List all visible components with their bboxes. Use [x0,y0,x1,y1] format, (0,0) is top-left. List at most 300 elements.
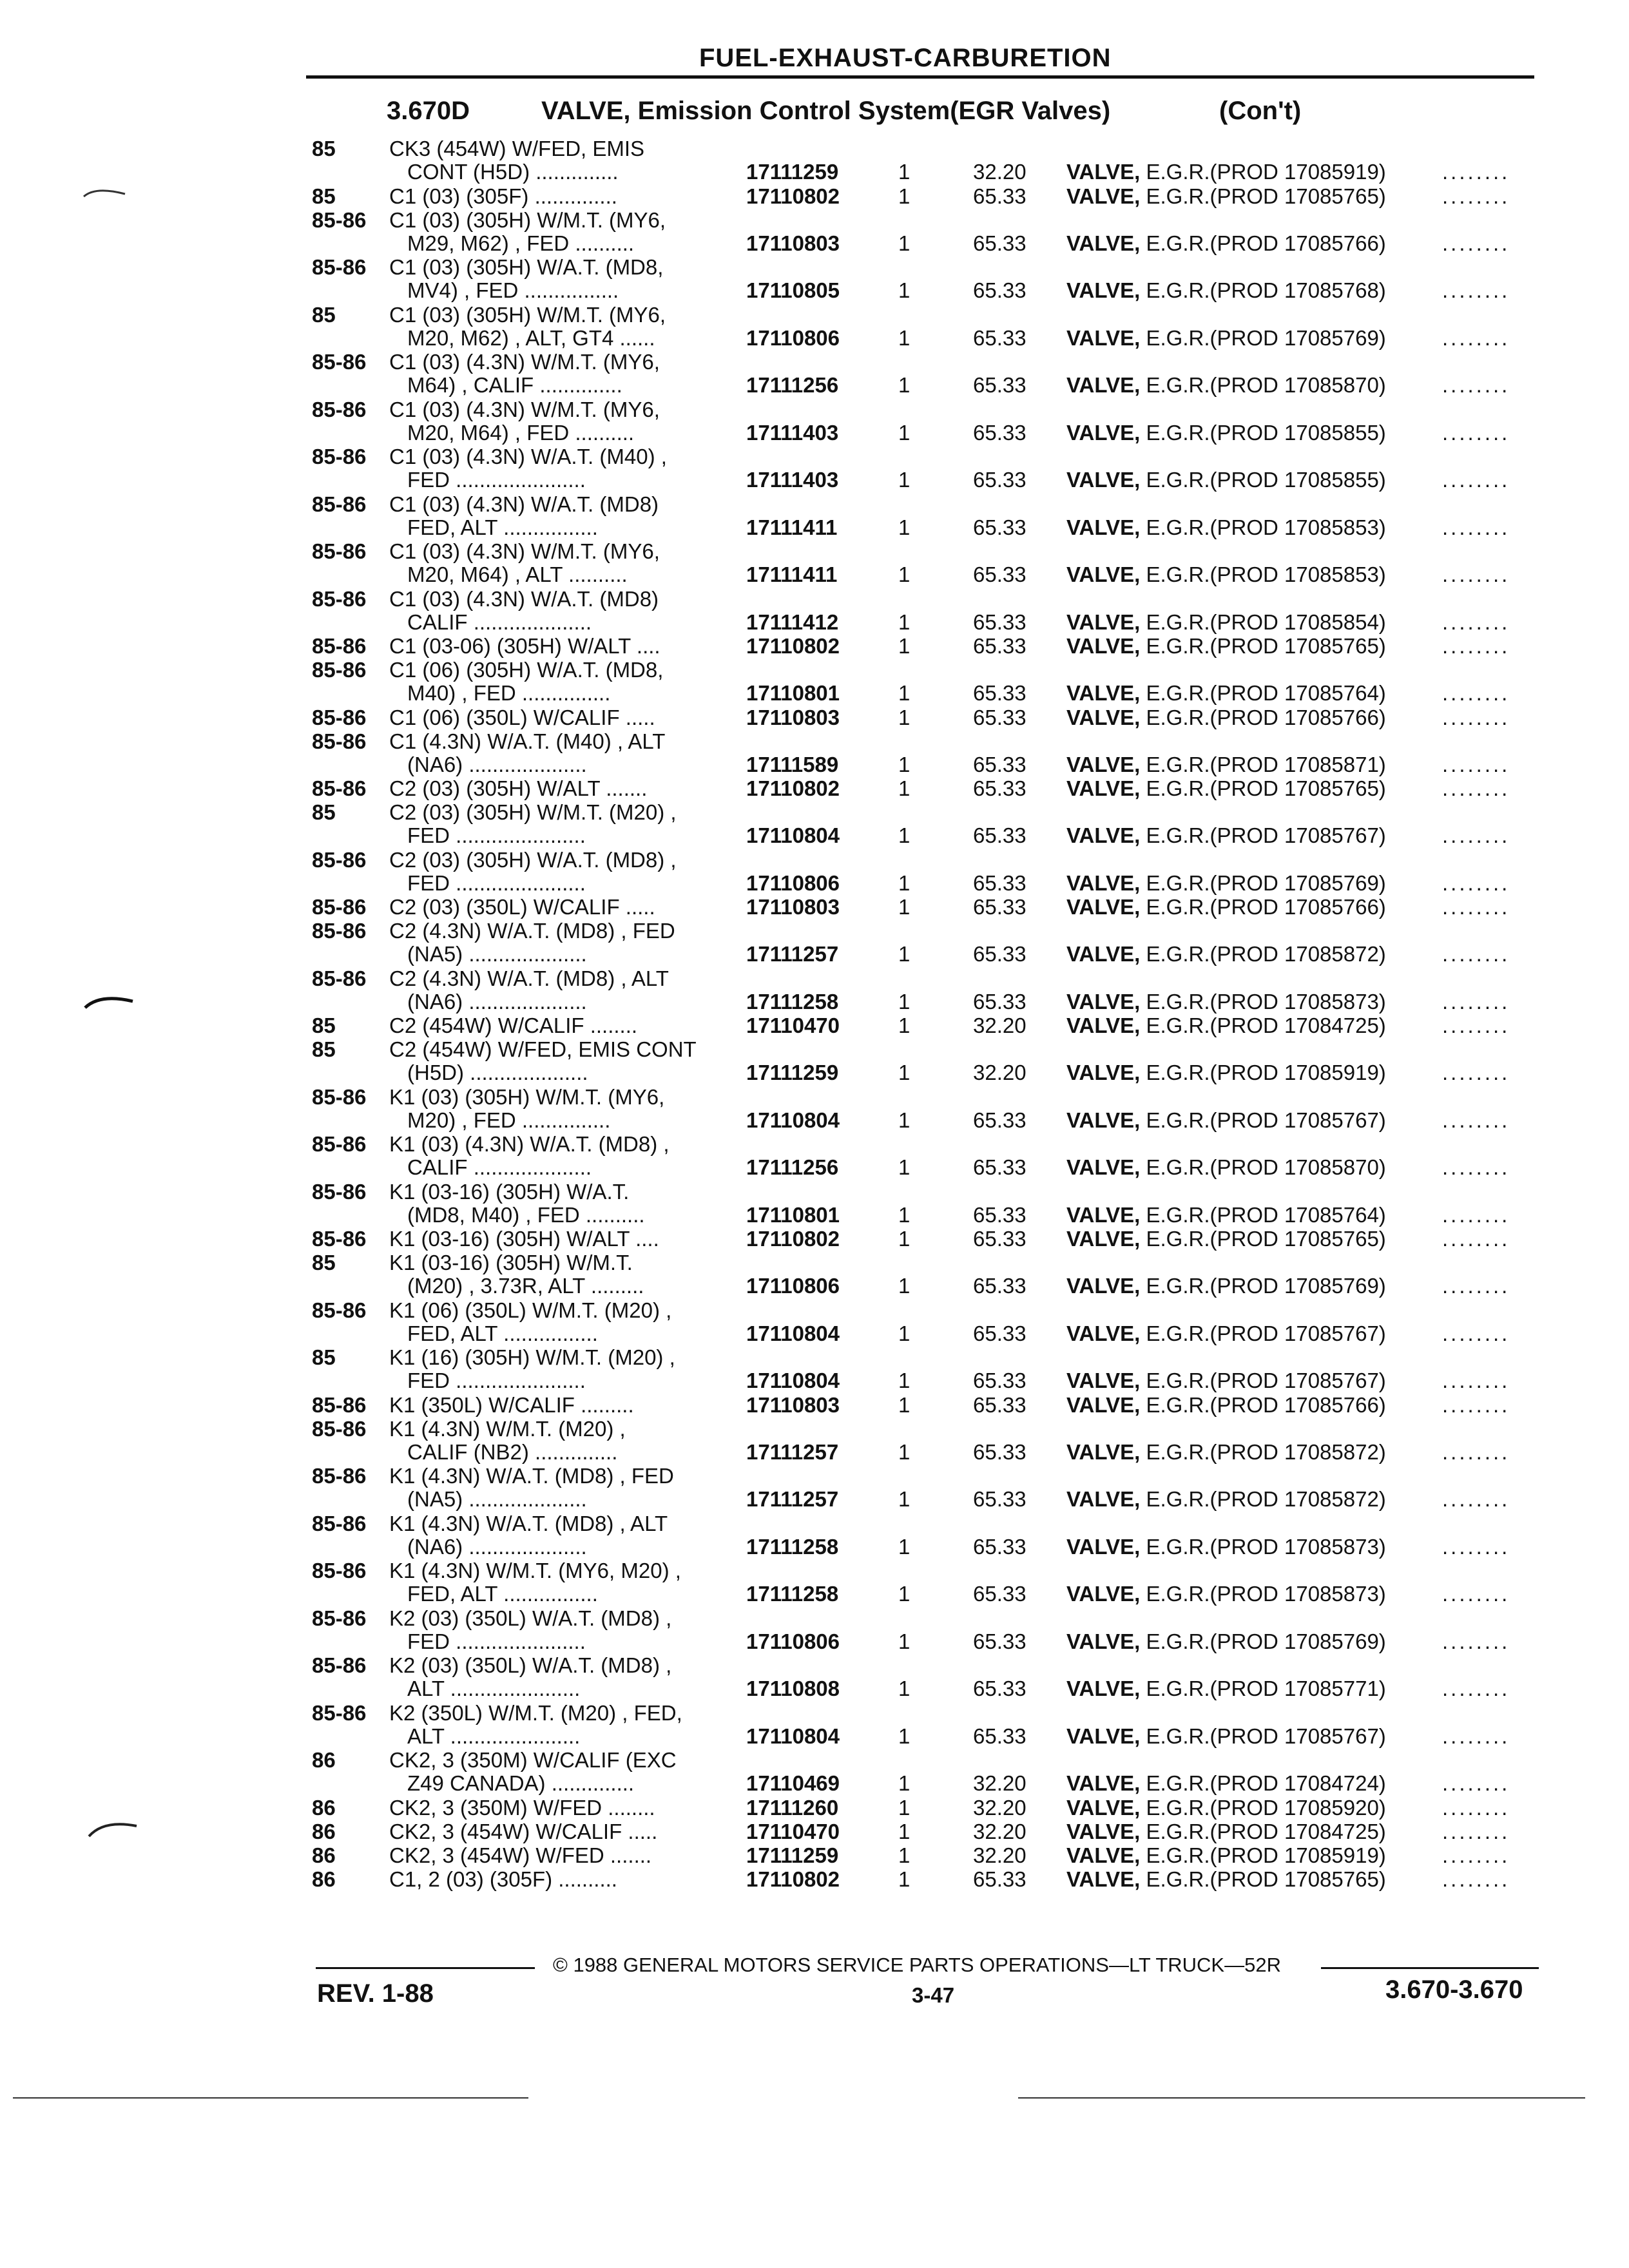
parts-row [0,492,1629,540]
application-line-2: (H5D) .................... [407,1061,588,1084]
part-description: VALVE, E.G.R.(PROD 17085919) [1066,160,1386,184]
application-line-2: ALT ...................... [407,1724,581,1748]
footer-rule-right [1321,1967,1539,1969]
application-line-1: C1 (03) (4.3N) W/A.T. (MD8) [389,492,659,516]
application-line-1: C1 (03) (305H) W/M.T. (MY6, [389,302,666,327]
part-description: VALVE, E.G.R.(PROD 17085765) [1066,184,1386,208]
part-number: 17111259 [746,1843,839,1867]
leader-dots: ........ [1442,1629,1510,1653]
leader-dots: ........ [1442,895,1510,919]
parts-row [0,1298,1629,1346]
leader-dots: ........ [1442,942,1510,966]
part-number: 17110470 [746,1014,840,1037]
application-line-2: FED, ALT ................ [407,1321,598,1345]
price: 65.33 [973,942,1027,966]
leader-dots: ........ [1442,752,1510,776]
quantity: 1 [898,1108,911,1132]
application-line-2: CALIF .................... [407,1155,592,1179]
part-description: VALVE, E.G.R.(PROD 17085765) [1066,1227,1386,1251]
application-line-2: CONT (H5D) .............. [407,160,619,184]
application-line-1: CK2, 3 (350M) W/CALIF (EXC [389,1748,677,1772]
leader-dots: ........ [1442,1108,1510,1132]
application-line-2: (NA6) .................... [407,752,587,776]
leader-dots: ........ [1442,1369,1510,1392]
part-number: 17110802 [746,776,840,800]
quantity: 1 [898,1795,911,1820]
price: 65.33 [973,1202,1027,1227]
parts-row [0,776,1629,800]
price: 65.33 [973,1629,1027,1653]
part-description: VALVE, E.G.R.(PROD 17085767) [1066,1108,1386,1132]
part-description: VALVE, E.G.R.(PROD 17085767) [1066,1321,1386,1345]
leader-dots: ........ [1442,1795,1510,1820]
parts-row [0,1345,1629,1393]
application-line-2: ALT ...................... [407,1677,581,1700]
part-number: 17110805 [746,278,840,302]
price: 32.20 [973,1061,1027,1084]
price: 65.33 [973,1392,1027,1417]
part-number: 17110806 [746,325,840,350]
price: 65.33 [973,184,1027,208]
year-range: 85-86 [312,1464,367,1488]
parts-row [0,729,1629,777]
application-line-2: (NA6) .................... [407,989,587,1014]
application-line-1: K1 (350L) W/CALIF ......... [389,1392,634,1417]
application-line-1: CK2, 3 (454W) W/CALIF ..... [389,1819,658,1843]
year-range: 85-86 [312,397,367,421]
leader-dots: ........ [1442,515,1510,539]
application-line-1: C1 (03) (4.3N) W/A.T. (M40) , [389,445,667,468]
year-range: 85-86 [312,539,367,563]
part-number: 17111257 [746,1439,839,1464]
part-number: 17110801 [746,1202,840,1227]
part-description: VALVE, E.G.R.(PROD 17085766) [1066,705,1386,729]
part-number: 17110469 [746,1771,840,1795]
price: 65.33 [973,373,1027,397]
application-line-1: C2 (4.3N) W/A.T. (MD8) , FED [389,919,675,943]
leader-dots: ........ [1442,610,1510,634]
year-range: 85-86 [312,445,367,468]
leader-dots: ........ [1442,1155,1510,1179]
price: 65.33 [973,231,1027,255]
application-line-1: K2 (03) (350L) W/A.T. (MD8) , [389,1606,672,1630]
application-line-2: M29, M62) , FED .......... [407,231,635,255]
application-line-1: C1 (03) (305H) W/A.T. (MD8, [389,255,664,279]
part-description: VALVE, E.G.R.(PROD 17085764) [1066,681,1386,705]
application-line-2: M20, M64) , FED .......... [407,420,635,445]
quantity: 1 [898,1771,911,1795]
application-line-1: K1 (03) (305H) W/M.T. (MY6, [389,1084,665,1109]
part-description: VALVE, E.G.R.(PROD 17085853) [1066,562,1386,586]
part-number: 17110804 [746,1369,840,1392]
leader-dots: ........ [1442,1227,1510,1251]
part-description: VALVE, E.G.R.(PROD 17085767) [1066,1724,1386,1748]
year-range: 85-86 [312,1392,367,1417]
price: 65.33 [973,515,1027,539]
part-description: VALVE, E.G.R.(PROD 17085919) [1066,1061,1386,1084]
leader-dots: ........ [1442,278,1510,302]
leader-dots: ........ [1442,231,1510,255]
parts-row [0,1464,1629,1512]
application-line-1: CK2, 3 (350M) W/FED ........ [389,1795,655,1820]
parts-row [0,1227,1629,1251]
leader-dots: ........ [1442,1487,1510,1511]
part-description: VALVE, E.G.R.(PROD 17085766) [1066,1392,1386,1417]
price: 65.33 [973,634,1027,658]
application-line-1: CK2, 3 (454W) W/FED ....... [389,1843,652,1867]
price: 65.33 [973,1369,1027,1392]
application-line-1: C2 (03) (350L) W/CALIF ..... [389,895,655,919]
quantity: 1 [898,184,911,208]
year-range: 85-86 [312,1559,367,1582]
application-line-1: C1 (03) (4.3N) W/M.T. (MY6, [389,397,660,421]
quantity: 1 [898,420,911,445]
application-line-2: (M20) , 3.73R, ALT ......... [407,1274,644,1298]
quantity: 1 [898,160,911,184]
parts-row [0,445,1629,492]
price: 65.33 [973,562,1027,586]
year-range: 85-86 [312,1653,367,1677]
parts-row [0,848,1629,896]
leader-dots: ........ [1442,420,1510,445]
price: 65.33 [973,681,1027,705]
footer-rule-left [316,1967,535,1969]
part-description: VALVE, E.G.R.(PROD 17085855) [1066,468,1386,492]
application-line-2: M20) , FED ............... [407,1108,611,1132]
year-range: 85-86 [312,1700,367,1725]
quantity: 1 [898,1867,911,1891]
part-description: VALVE, E.G.R.(PROD 17085765) [1066,634,1386,658]
year-range: 85 [312,302,336,327]
part-number: 17110802 [746,634,840,658]
part-description: VALVE, E.G.R.(PROD 17085769) [1066,1629,1386,1653]
part-description: VALVE, E.G.R.(PROD 17085872) [1066,1487,1386,1511]
scan-mark [88,1817,139,1839]
quantity: 1 [898,373,911,397]
application-line-1: K1 (4.3N) W/M.T. (MY6, M20) , [389,1559,681,1582]
price: 65.33 [973,776,1027,800]
quantity: 1 [898,1321,911,1345]
leader-dots: ........ [1442,1534,1510,1559]
part-description: VALVE, E.G.R.(PROD 17085769) [1066,325,1386,350]
page-reference: 3.670-3.670 [1385,1975,1523,2004]
part-description: VALVE, E.G.R.(PROD 17085768) [1066,278,1386,302]
part-number: 17111258 [746,989,839,1014]
application-line-1: C1 (03) (4.3N) W/M.T. (MY6, [389,539,660,563]
quantity: 1 [898,823,911,847]
quantity: 1 [898,1534,911,1559]
quantity: 1 [898,1014,911,1037]
leader-dots: ........ [1442,1771,1510,1795]
part-description: VALVE, E.G.R.(PROD 17085771) [1066,1677,1386,1700]
quantity: 1 [898,681,911,705]
part-number: 17110806 [746,870,840,895]
quantity: 1 [898,515,911,539]
part-number: 17110803 [746,231,840,255]
part-description: VALVE, E.G.R.(PROD 17085766) [1066,231,1386,255]
year-range: 85-86 [312,658,367,682]
quantity: 1 [898,1227,911,1251]
parts-row [0,966,1629,1014]
part-group-title: VALVE, Emission Control System(EGR Valves) [541,97,1111,125]
revision-label: REV. 1-88 [317,1979,434,2008]
price: 65.33 [973,610,1027,634]
year-range: 85-86 [312,705,367,729]
application-line-2: M20, M64) , ALT .......... [407,562,628,586]
application-line-2: CALIF (NB2) .............. [407,1439,618,1464]
application-line-2: M20, M62) , ALT, GT4 ...... [407,325,655,350]
price: 65.33 [973,1321,1027,1345]
year-range: 86 [312,1819,336,1843]
part-number: 17111257 [746,1487,839,1511]
part-number: 17110802 [746,1227,840,1251]
price: 65.33 [973,705,1027,729]
year-range: 85 [312,800,336,824]
application-line-2: (NA5) .................... [407,942,587,966]
quantity: 1 [898,1724,911,1748]
parts-row [0,184,1629,208]
parts-row [0,706,1629,729]
quantity: 1 [898,1439,911,1464]
price: 65.33 [973,1487,1027,1511]
quantity: 1 [898,1843,911,1867]
part-description: VALVE, E.G.R.(PROD 17085769) [1066,1274,1386,1298]
part-number: 17110803 [746,705,840,729]
parts-row [0,1606,1629,1654]
part-number: 17110804 [746,1724,840,1748]
leader-dots: ........ [1442,184,1510,208]
year-range: 85-86 [312,919,367,943]
quantity: 1 [898,325,911,350]
part-number: 17111256 [746,373,839,397]
price: 65.33 [973,1108,1027,1132]
application-line-1: K1 (16) (305H) W/M.T. (M20) , [389,1345,675,1369]
leader-dots: ........ [1442,373,1510,397]
part-description: VALVE, E.G.R.(PROD 17084724) [1066,1771,1386,1795]
application-line-1: K1 (4.3N) W/M.T. (M20) , [389,1416,626,1441]
part-description: VALVE, E.G.R.(PROD 17085872) [1066,942,1386,966]
part-description: VALVE, E.G.R.(PROD 17085870) [1066,1155,1386,1179]
parts-row [0,1653,1629,1701]
part-description: VALVE, E.G.R.(PROD 17085765) [1066,1867,1386,1891]
scan-mark [82,184,128,200]
part-number: 17110470 [746,1819,840,1843]
part-description: VALVE, E.G.R.(PROD 17085765) [1066,776,1386,800]
year-range: 86 [312,1843,336,1867]
application-line-2: FED, ALT ................ [407,515,598,539]
quantity: 1 [898,1202,911,1227]
application-line-1: C2 (454W) W/FED, EMIS CONT [389,1037,697,1061]
application-line-2: M64) , CALIF .............. [407,373,622,397]
year-range: 85-86 [312,207,367,232]
part-number: 17111589 [746,752,839,776]
application-line-1: C1 (03) (305H) W/M.T. (MY6, [389,207,666,232]
leader-dots: ........ [1442,1392,1510,1417]
year-range: 85-86 [312,1511,367,1535]
parts-row [0,658,1629,706]
quantity: 1 [898,1487,911,1511]
parts-row [0,1180,1629,1227]
part-number: 17111403 [746,420,839,445]
price: 32.20 [973,1843,1027,1867]
quantity: 1 [898,562,911,586]
part-description: VALVE, E.G.R.(PROD 17085769) [1066,870,1386,895]
year-range: 85-86 [312,1132,367,1156]
part-number: 17111412 [746,610,839,634]
parts-row [0,208,1629,256]
year-range: 85-86 [312,1416,367,1441]
application-line-1: C1 (03) (4.3N) W/A.T. (MD8) [389,586,659,611]
quantity: 1 [898,895,911,919]
year-range: 85-86 [312,1606,367,1630]
parts-row [0,398,1629,445]
part-group-code: 3.670D [387,97,470,125]
quantity: 1 [898,989,911,1014]
scan-mark [84,992,135,1012]
application-line-1: C2 (03) (305H) W/A.T. (MD8) , [389,847,677,872]
part-number: 17110806 [746,1274,840,1298]
quantity: 1 [898,610,911,634]
application-line-2: CALIF .................... [407,610,592,634]
year-range: 85-86 [312,255,367,279]
leader-dots: ........ [1442,870,1510,895]
parts-row [0,303,1629,351]
part-number: 17110803 [746,1392,840,1417]
year-range: 85-86 [312,1179,367,1204]
leader-dots: ........ [1442,562,1510,586]
price: 32.20 [973,160,1027,184]
part-number: 17110802 [746,1867,840,1891]
year-range: 85-86 [312,586,367,611]
application-line-1: C2 (454W) W/CALIF ........ [389,1014,638,1037]
parts-row [0,895,1629,919]
application-line-1: C1 (06) (350L) W/CALIF ..... [389,705,655,729]
parts-row [0,1417,1629,1465]
year-range: 85 [312,1014,336,1037]
leader-dots: ........ [1442,1439,1510,1464]
application-line-1: K1 (03-16) (305H) W/ALT .... [389,1227,659,1251]
part-number: 17111259 [746,160,839,184]
price: 65.33 [973,1724,1027,1748]
price: 65.33 [973,1677,1027,1700]
quantity: 1 [898,942,911,966]
parts-row [0,350,1629,398]
price: 65.33 [973,870,1027,895]
parts-row [0,1037,1629,1085]
part-number: 17110803 [746,895,840,919]
application-line-2: FED ...................... [407,870,586,895]
year-range: 86 [312,1867,336,1891]
application-line-1: C2 (03) (305H) W/M.T. (M20) , [389,800,677,824]
year-range: 85-86 [312,729,367,753]
quantity: 1 [898,705,911,729]
price: 32.20 [973,1795,1027,1820]
application-line-2: (NA5) .................... [407,1487,587,1511]
application-line-1: K1 (03-16) (305H) W/M.T. [389,1251,633,1274]
parts-row [0,634,1629,658]
parts-list [0,137,1629,1891]
application-line-2: FED ...................... [407,823,586,847]
application-line-1: K1 (03-16) (305H) W/A.T. [389,1179,630,1204]
price: 65.33 [973,823,1027,847]
part-description: VALVE, E.G.R.(PROD 17084725) [1066,1014,1386,1037]
application-line-1: C1 (03) (305F) .............. [389,184,617,208]
application-line-2: FED, ALT ................ [407,1582,598,1606]
part-description: VALVE, E.G.R.(PROD 17085872) [1066,1439,1386,1464]
application-line-1: K1 (4.3N) W/A.T. (MD8) , ALT [389,1511,668,1535]
leader-dots: ........ [1442,1061,1510,1084]
part-description: VALVE, E.G.R.(PROD 17085870) [1066,373,1386,397]
parts-row [0,137,1629,184]
price: 65.33 [973,1582,1027,1606]
application-line-1: CK3 (454W) W/FED, EMIS [389,137,645,160]
price: 65.33 [973,752,1027,776]
application-line-1: K1 (4.3N) W/A.T. (MD8) , FED [389,1464,674,1488]
part-number: 17111258 [746,1534,839,1559]
year-range: 85-86 [312,1227,367,1251]
copyright-line: © 1988 GENERAL MOTORS SERVICE PARTS OPERATIONS—LT TRUCK—52R [553,1954,1281,1976]
part-number: 17110802 [746,184,840,208]
part-description: VALVE, E.G.R.(PROD 17085767) [1066,1369,1386,1392]
part-description: VALVE, E.G.R.(PROD 17085764) [1066,1202,1386,1227]
year-range: 85-86 [312,492,367,516]
part-description: VALVE, E.G.R.(PROD 17085873) [1066,1534,1386,1559]
application-line-2: (MD8, M40) , FED .......... [407,1202,645,1227]
parts-row [0,1867,1629,1891]
quantity: 1 [898,231,911,255]
leader-dots: ........ [1442,1202,1510,1227]
part-description: VALVE, E.G.R.(PROD 17085853) [1066,515,1386,539]
part-description: VALVE, E.G.R.(PROD 17085919) [1066,1843,1386,1867]
year-range: 85-86 [312,847,367,872]
year-range: 85-86 [312,350,367,374]
application-line-1: K2 (350L) W/M.T. (M20) , FED, [389,1700,682,1725]
application-line-1: C1, 2 (03) (305F) .......... [389,1867,617,1891]
part-number: 17110808 [746,1677,840,1700]
year-range: 85-86 [312,1084,367,1109]
parts-row [0,919,1629,966]
part-number: 17110804 [746,1321,840,1345]
part-description: VALVE, E.G.R.(PROD 17084725) [1066,1819,1386,1843]
parts-row [0,1085,1629,1133]
part-number: 17110804 [746,823,840,847]
price: 32.20 [973,1014,1027,1037]
application-line-1: C1 (03) (4.3N) W/M.T. (MY6, [389,350,660,374]
year-range: 85 [312,1345,336,1369]
leader-dots: ........ [1442,1724,1510,1748]
price: 65.33 [973,1439,1027,1464]
parts-row [0,1748,1629,1796]
quantity: 1 [898,776,911,800]
parts-row [0,1843,1629,1867]
leader-dots: ........ [1442,1274,1510,1298]
year-range: 85 [312,184,336,208]
price: 32.20 [973,1819,1027,1843]
leader-dots: ........ [1442,1582,1510,1606]
parts-row [0,1132,1629,1180]
quantity: 1 [898,1274,911,1298]
parts-row [0,255,1629,303]
year-range: 86 [312,1795,336,1820]
part-description: VALVE, E.G.R.(PROD 17085855) [1066,420,1386,445]
application-line-2: M40) , FED ............... [407,681,611,705]
year-range: 85 [312,1251,336,1274]
price: 32.20 [973,1771,1027,1795]
quantity: 1 [898,1819,911,1843]
quantity: 1 [898,870,911,895]
part-description: VALVE, E.G.R.(PROD 17085767) [1066,823,1386,847]
application-line-1: K1 (03) (4.3N) W/A.T. (MD8) , [389,1132,670,1156]
